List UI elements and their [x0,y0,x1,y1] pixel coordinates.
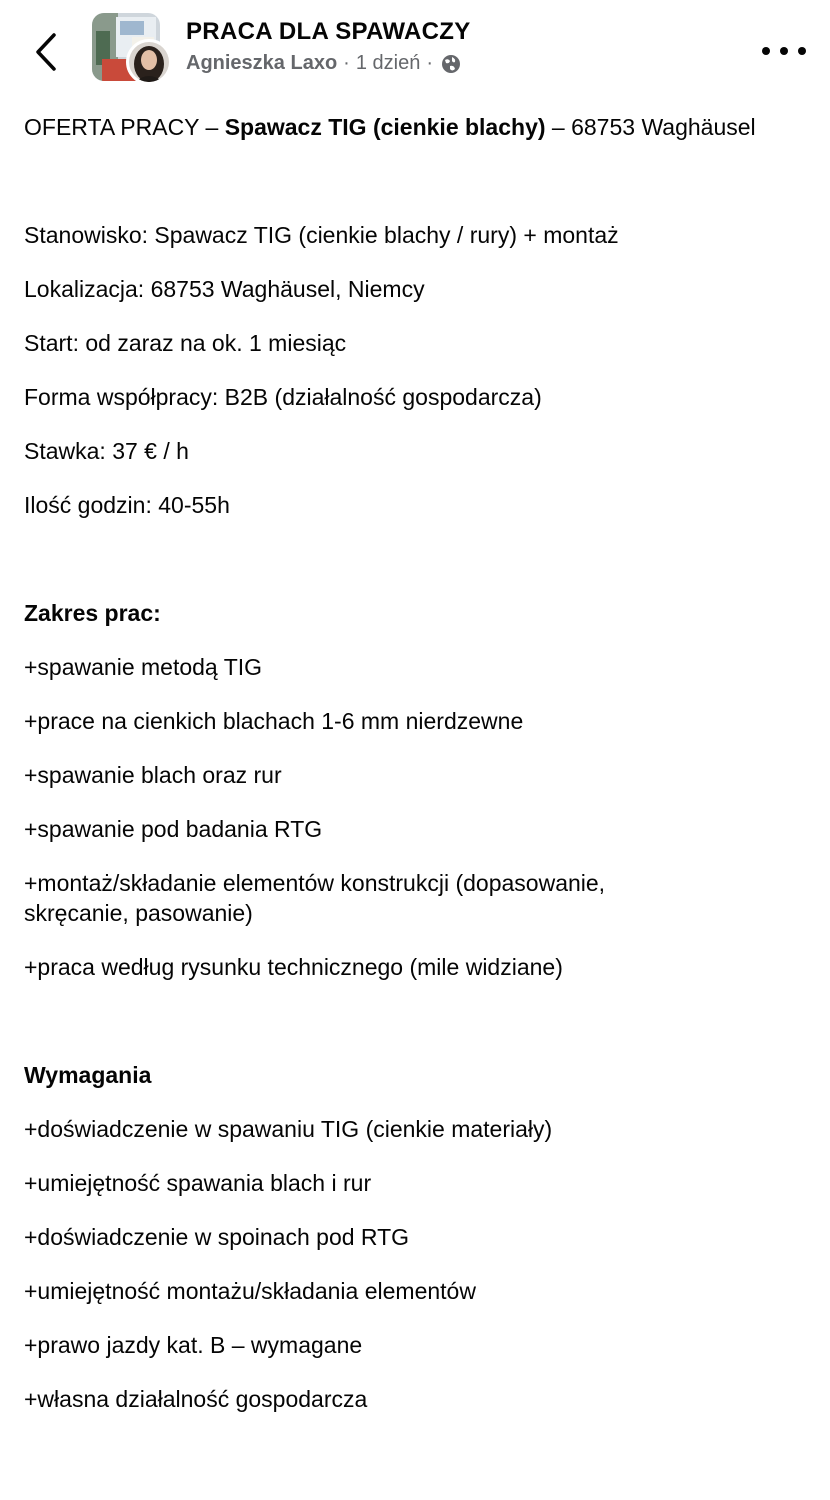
scope-heading: Zakres prac: [24,600,161,626]
scope-item: +praca według rysunku technicznego (mile widziane) [24,954,563,980]
requirement-item: +umiejętność montażu/składania elementów [24,1278,476,1304]
scope-item: +montaż/składanie elementów konstrukcji (dopasowanie, skręcanie, pasowanie) [24,870,606,926]
detail-location: Lokalizacja: 68753 Waghäusel, Niemcy [24,276,425,302]
more-dot-icon [762,47,770,55]
scope-item: +spawanie blach oraz rur [24,762,282,788]
requirement-item: +doświadczenie w spoinach pod RTG [24,1224,410,1250]
scope-item: +spawanie pod badania RTG [24,816,323,842]
detail-hours: Ilość godzin: 40-55h [24,492,230,518]
scope-item: +prace na cienkich blachach 1-6 mm nierdzewne [24,708,524,734]
post-meta [186,52,461,75]
scope-item: +spawanie metodą TIG [24,654,263,680]
more-dot-icon [780,47,788,55]
requirement-item: +własna działalność gospodarcza [24,1386,368,1412]
back-button[interactable] [26,28,66,76]
requirement-item: +prawo jazdy kat. B – wymagane [24,1332,363,1358]
author-name[interactable]: Agnieszka Laxo [186,52,338,74]
detail-position: Stanowisko: Spawacz TIG (cienkie blachy / rury) + montaż [24,222,619,248]
requirement-item: +umiejętność spawania blach i rur [24,1170,372,1196]
avatar[interactable] [126,39,172,85]
globe-icon [441,54,461,74]
avatar-stack[interactable] [92,13,182,83]
more-options-button[interactable] [762,36,806,66]
separator: · [343,52,350,74]
group-name[interactable]: PRACA DLA SPAWACZY [186,18,471,45]
chevron-left-icon [33,32,59,72]
post-time[interactable]: 1 dzień [355,52,421,74]
post-header [0,0,830,100]
detail-rate: Stawka: 37 € / h [24,438,189,464]
post-body [24,112,814,1414]
detail-contract: Forma współpracy: B2B (działalność gospodarcza) [24,384,542,410]
detail-start: Start: od zaraz na ok. 1 miesiąc [24,330,347,356]
separator: · [426,52,434,74]
requirement-item: +doświadczenie w spawaniu TIG (cienkie materiały) [24,1116,553,1142]
requirements-heading: Wymagania [24,1062,152,1088]
more-dot-icon [798,47,806,55]
post-title: OFERTA PRACY – Spawacz TIG (cienkie blachy) – 68753 Waghäusel [24,114,756,140]
